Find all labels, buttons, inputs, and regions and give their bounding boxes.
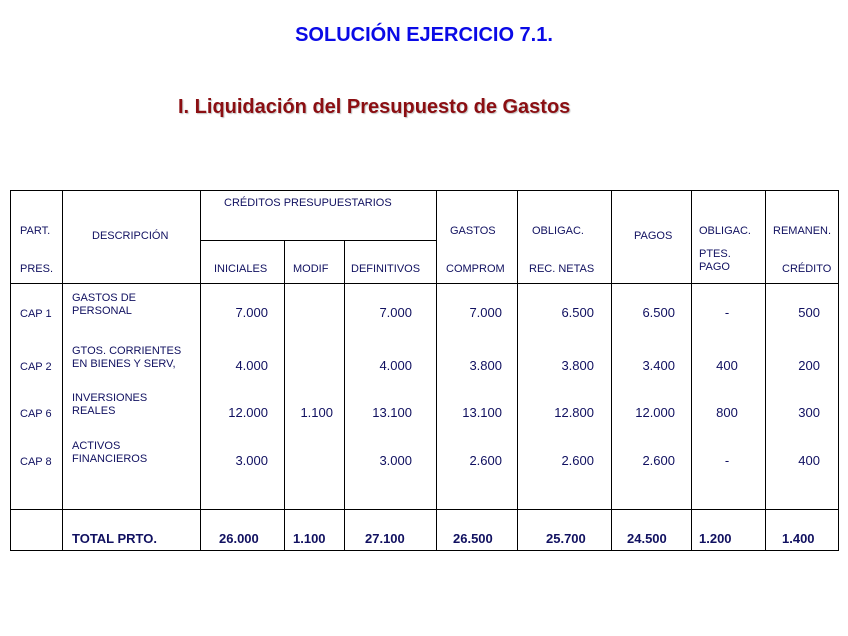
cell-iniciales: 3.000: [235, 453, 268, 468]
total-iniciales: 26.000: [219, 531, 259, 546]
cell-comprom: 13.100: [462, 405, 502, 420]
cell-ptes-pago: 800: [716, 405, 738, 420]
header-obligac: OBLIGAC.: [532, 225, 584, 237]
cell-comprom: 7.000: [469, 305, 502, 320]
total-pagos: 24.500: [627, 531, 667, 546]
row-descripcion: [72, 440, 147, 466]
row-descripcion: [72, 292, 136, 318]
cell-rec-netas: 3.800: [561, 358, 594, 373]
total-rec-netas: 25.700: [546, 531, 586, 546]
cell-iniciales: 4.000: [235, 358, 268, 373]
header-ptes-pago: PTES. PAGO: [699, 248, 731, 273]
total-ptes-pago: 1.200: [699, 531, 732, 546]
header-iniciales: INICIALES: [214, 263, 268, 275]
row-descripcion-line2: FINANCIEROS: [72, 453, 148, 465]
cell-comprom: 3.800: [469, 358, 502, 373]
cell-pagos: 6.500: [642, 305, 675, 320]
header-credito: CRÉDITO: [782, 263, 832, 275]
row-descripcion: [72, 345, 181, 371]
row-descripcion-line1: GTOS. CORRIENTES: [72, 345, 182, 357]
cell-comprom: 2.600: [469, 453, 502, 468]
row-partida: CAP 1: [20, 308, 52, 320]
cell-definitivos: 3.000: [379, 453, 412, 468]
row-descripcion-line2: EN BIENES Y SERV,: [72, 358, 176, 370]
cell-credito: 500: [798, 305, 820, 320]
cell-definitivos: 7.000: [379, 305, 412, 320]
header-modif: MODIF: [293, 263, 329, 275]
row-partida: CAP 8: [20, 456, 52, 468]
cell-pagos: 12.000: [635, 405, 675, 420]
cell-ptes-pago: -: [724, 453, 730, 468]
header-definitivos: DEFINITIVOS: [351, 263, 421, 275]
row-partida: CAP 6: [20, 408, 52, 420]
cell-rec-netas: 12.800: [554, 405, 594, 420]
header-descripcion: DESCRIPCIÓN: [92, 230, 169, 242]
cell-iniciales: 7.000: [235, 305, 268, 320]
row-partida: CAP 2: [20, 361, 52, 373]
section-subtitle: I. Liquidación del Presupuesto de Gastos: [178, 96, 571, 118]
row-descripcion: [72, 392, 147, 418]
cell-ptes-pago: 400: [716, 358, 738, 373]
total-modif: 1.100: [293, 531, 326, 546]
row-descripcion-line1: ACTIVOS: [72, 440, 121, 452]
cell-pagos: 3.400: [642, 358, 675, 373]
cell-ptes-pago: -: [724, 305, 730, 320]
cell-iniciales: 12.000: [228, 405, 268, 420]
cell-rec-netas: 6.500: [561, 305, 594, 320]
header-obligac-ptes: OBLIGAC.: [699, 225, 751, 237]
header-rec-netas: REC. NETAS: [529, 263, 595, 275]
total-label: TOTAL PRTO.: [72, 531, 157, 546]
header-remanen: REMANEN.: [773, 225, 832, 237]
cell-credito: 300: [798, 405, 820, 420]
total-credito: 1.400: [782, 531, 815, 546]
cell-rec-netas: 2.600: [561, 453, 594, 468]
cell-definitivos: 4.000: [379, 358, 412, 373]
header-comprom: COMPROM: [446, 263, 505, 275]
header-pres: PRES.: [20, 263, 54, 275]
total-comprom: 26.500: [453, 531, 493, 546]
row-descripcion-line2: REALES: [72, 405, 116, 417]
cell-definitivos: 13.100: [372, 405, 412, 420]
cell-credito: 200: [798, 358, 820, 373]
cell-pagos: 2.600: [642, 453, 675, 468]
row-descripcion-line1: INVERSIONES: [72, 392, 148, 404]
header-pagos: PAGOS: [634, 230, 673, 242]
header-creditos: CRÉDITOS PRESUPUESTARIOS: [224, 197, 392, 209]
row-descripcion-line1: GASTOS DE: [72, 292, 136, 304]
header-gastos: GASTOS: [450, 225, 496, 237]
total-definitivos: 27.100: [365, 531, 405, 546]
row-descripcion-line2: PERSONAL: [72, 305, 132, 317]
page-title: SOLUCIÓN EJERCICIO 7.1.: [295, 24, 553, 46]
cell-credito: 400: [798, 453, 820, 468]
header-part: PART.: [20, 225, 51, 237]
cell-modif: 1.100: [300, 405, 333, 420]
